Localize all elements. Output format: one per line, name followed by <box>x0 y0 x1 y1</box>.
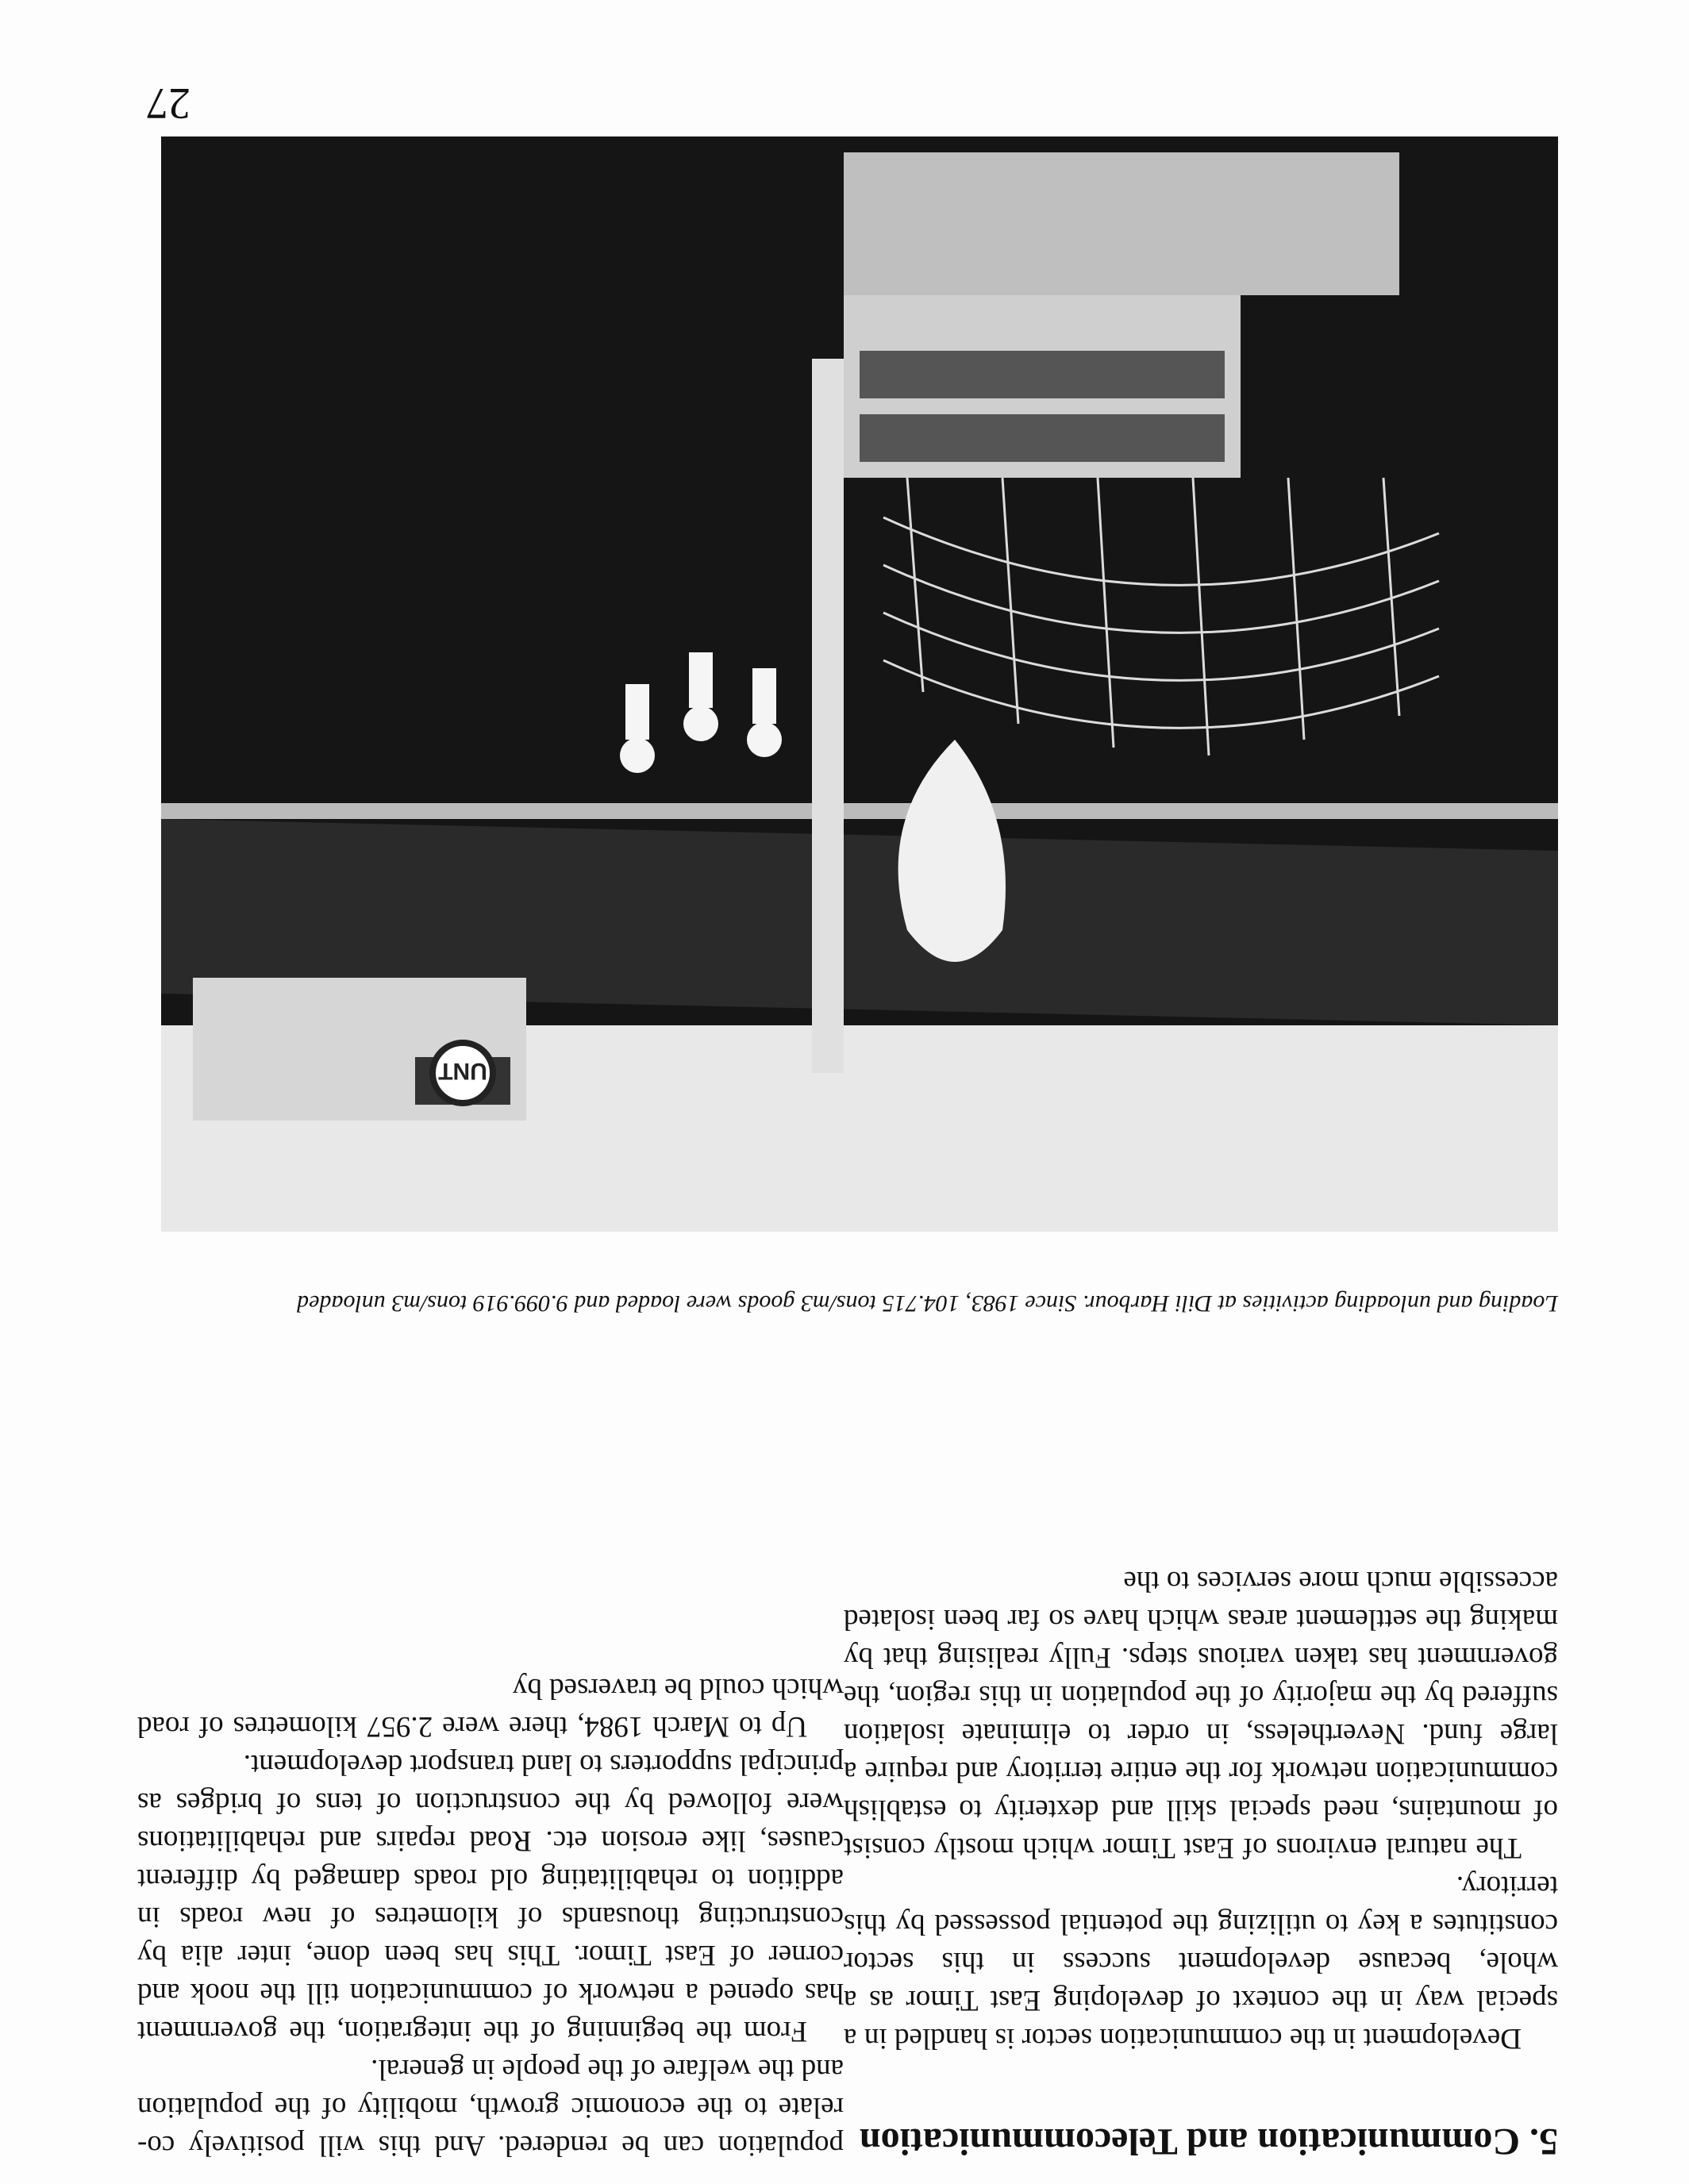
paragraph: population can be rendered. And this will positively co-relate to the economic growth, mobility of the population and the welfare of the people in general. <box>137 2053 844 2162</box>
paragraph: From the beginning of the integration, the government has opened a network of communication till the nook and corner of East Timor. This has been done, inter alia by constructing thousands of kilometres of new roads in addition to rehabilitating old roads damaged by different causes, like erosion etc. Road repairs and rehabilitations were followed by the construction of tens of bridges as principal supporters to land transport development. <box>137 1748 844 2048</box>
paragraph: Development in the communication sector is handled in a special way in the context of developing East Timor as a whole, because development success in this sector constitutes a key to utilizing the potential possessed by this territory. <box>844 1870 1558 2055</box>
photo-caption: Loading and unloading activities at Dili Harbour. Since 1983, 104.715 tons/m3 goods were loaded and 9.099.919 tons/m3 unloaded <box>297 1290 1558 1317</box>
harbour-photo-illustration <box>161 136 1558 1232</box>
page-number: 27 <box>146 79 190 128</box>
paragraph: Up to March 1984, there were 2.957 kilometres of road which could be traversed by <box>137 1672 844 1743</box>
section-heading: 5. Communication and Telecommunication <box>859 2121 1558 2163</box>
truck-logo: UNT <box>438 1058 487 1084</box>
left-column <box>844 1562 1558 2057</box>
paragraph: The natural environs of East Timor which mostly consist of mountains, need special skill and dexterity to establish communication network for the entire territory and require a large fund. Nevertheless, in order to eliminate isolation suffered by the majority of the population in this region, the government has taken various steps. Fully realising that by making the settlement areas which have so far been isolated accessible much more services to the <box>844 1565 1558 1864</box>
right-column <box>137 1669 844 2164</box>
harbour-photo <box>161 136 1558 1232</box>
